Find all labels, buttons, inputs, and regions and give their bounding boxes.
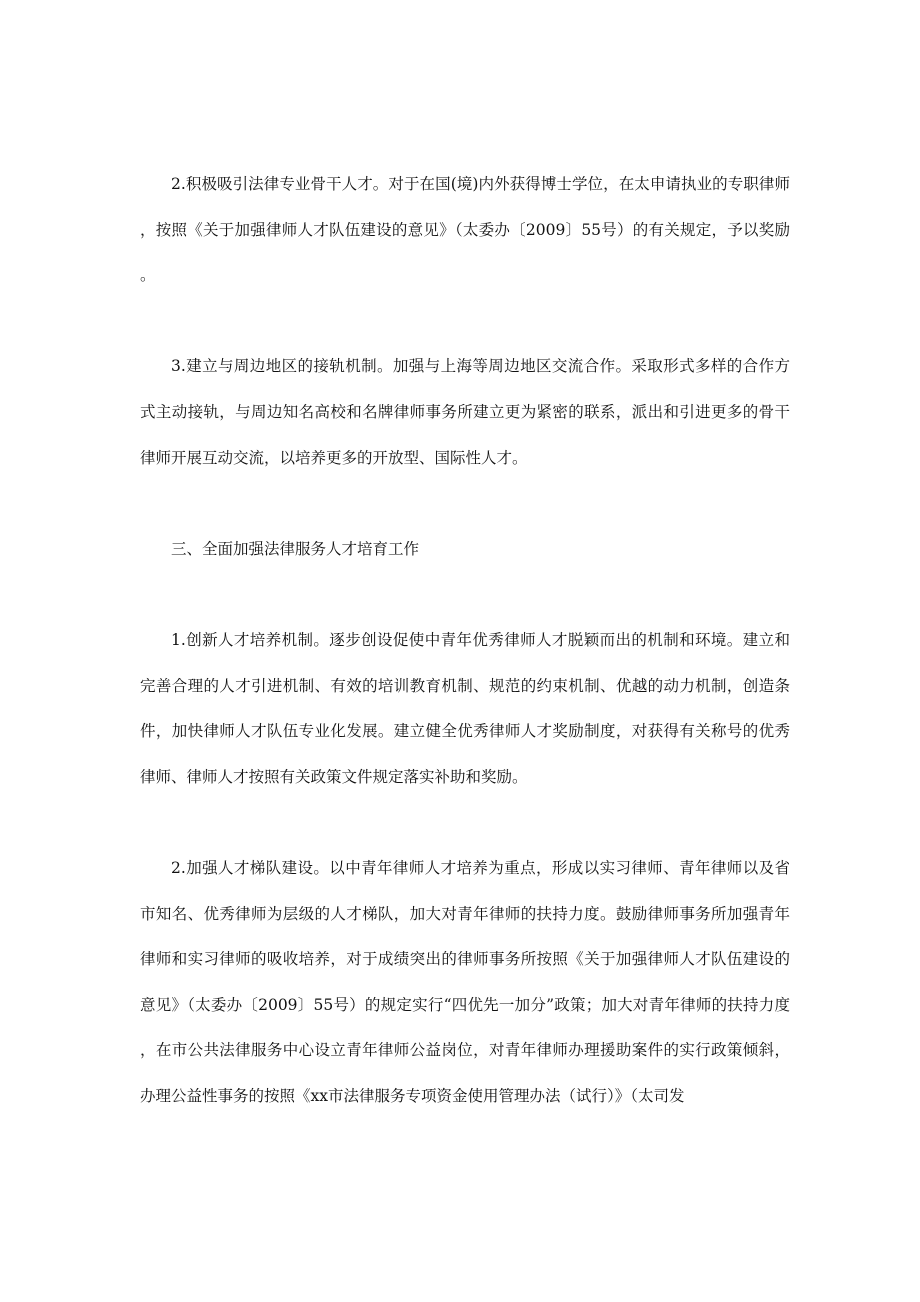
paragraph-spacer (140, 572, 790, 618)
paragraph-spacer (140, 481, 790, 527)
paragraph-talent-echelon: 2.加强人才梯队建设。以中青年律师人才培养为重点，形成以实习律师、青年律师以及省市知名、优秀律师为层级的人才梯队，加大对青年律师的扶持力度。鼓励律师事务所加强青年律师和实习律师的吸收培养，对于成绩突出的律师事务所按照《关于加强律师人才队伍建设的意见》（太委办〔2009〕55号）的规定实行“四优先一加分”政策；加大对青年律师的扶持力度，在市公共法律服务中心设立青年律师公益岗位，对青年律师办理援助案件的实行政策倾斜，办理公益性事务的按照《xx市法律服务专项资金使用管理办法（试行）》（太司发 (140, 858, 790, 1105)
document-body (140, 162, 790, 1119)
section-heading: 三、全面加强法律服务人才培育工作 (171, 539, 420, 558)
paragraph-training-mechanism: 1.创新人才培养机制。逐步创设促使中青年优秀律师人才脱颖而出的机制和环境。建立和完善合理的人才引进机制、有效的培训教育机制、规范的约束机制、优越的动力机制，创造条件，加快律师人才队伍专业化发展。建立健全优秀律师人才奖励制度，对获得有关称号的优秀律师、律师人才按照有关政策文件规定落实补助和奖励。 (140, 630, 790, 786)
paragraph-attract-talent: 2.积极吸引法律专业骨干人才。对于在国(境)内外获得博士学位，在太申请执业的专职律师，按照《关于加强律师人才队伍建设的意见》（太委办〔2009〕55号）的有关规定，予以奖励。 (140, 175, 790, 285)
paragraph-regional-integration: 3.建立与周边地区的接轨机制。加强与上海等周边地区交流合作。采取形式多样的合作方式主动接轨，与周边知名高校和名牌律师事务所建立更为紧密的联系，派出和引进更多的骨干律师开展互动交流，以培养更多的开放型、国际性人才。 (140, 357, 790, 467)
paragraph-spacer (140, 800, 790, 846)
paragraph-spacer (140, 299, 790, 345)
